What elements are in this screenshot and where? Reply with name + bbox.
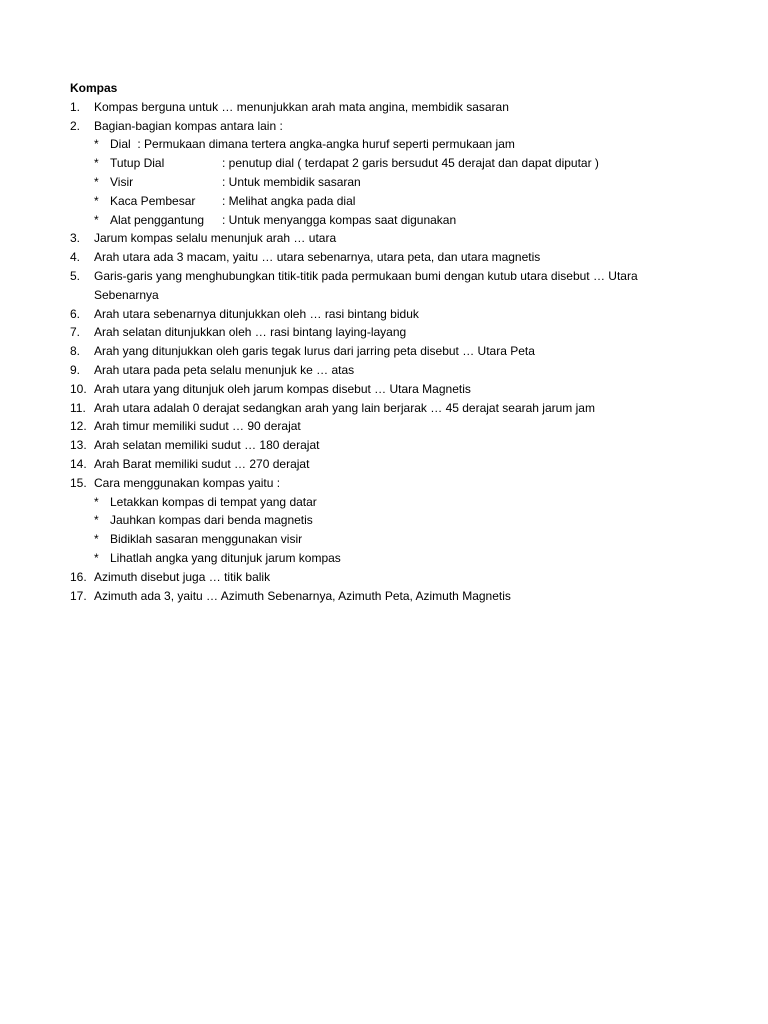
document-title: Kompas [70, 81, 118, 95]
item-text: Garis-garis yang menghubungkan titik-titik pada permukaan bumi dengan kutub utara disebut … Utara Sebenarnya [94, 268, 638, 302]
part-kaca-pembesar [70, 192, 700, 211]
list-item-1 [70, 98, 700, 117]
item-text: Arah utara adalah 0 derajat sedangkan arah yang lain berjarak … 45 derajat searah jarum jam [94, 400, 595, 415]
item-text: Arah yang ditunjukkan oleh garis tegak lurus dari jarring peta disebut … Utara Peta [94, 344, 535, 359]
item-number: 5. [70, 268, 81, 283]
list-item-9 [70, 361, 700, 380]
list-item-16 [70, 568, 700, 587]
part-desc: : Melihat angka pada dial [222, 193, 356, 208]
step-1 [70, 493, 700, 512]
list-item-7 [70, 323, 700, 342]
item-number: 4. [70, 250, 81, 265]
item-number: 12. [70, 419, 87, 434]
bullet-marker: * [94, 193, 99, 208]
part-desc: : Untuk menyangga kompas saat digunakan [222, 212, 457, 227]
part-tutup-dial [70, 154, 700, 173]
bullet-marker: * [94, 174, 99, 189]
item-number: 17. [70, 588, 87, 603]
item-text: Azimuth disebut juga … titik balik [94, 569, 271, 584]
item-text: Arah utara sebenarnya ditunjukkan oleh … rasi bintang biduk [94, 306, 419, 321]
bullet-marker: * [94, 494, 99, 509]
list-item-11 [70, 399, 700, 418]
list-item-6 [70, 305, 700, 324]
item-number: 8. [70, 344, 81, 359]
step-4 [70, 549, 700, 568]
list-item-17 [70, 587, 700, 606]
item-number: 7. [70, 325, 81, 340]
document-body [70, 79, 700, 605]
bullet-marker: * [94, 156, 99, 171]
item-text: Cara menggunakan kompas yaitu : [94, 475, 281, 490]
part-term: Alat penggantung [110, 212, 205, 227]
step-text: Lihatlah angka yang ditunjuk jarum kompas [110, 550, 341, 565]
step-text: Letakkan kompas di tempat yang datar [110, 494, 317, 509]
item-text: Bagian-bagian kompas antara lain : [94, 118, 283, 133]
list-item-12 [70, 417, 700, 436]
list-item-14 [70, 455, 700, 474]
item-number: 13. [70, 438, 87, 453]
part-term: Dial [110, 137, 131, 152]
item-text: Arah timur memiliki sudut … 90 derajat [94, 419, 301, 434]
item-text: Arah Barat memiliki sudut … 270 derajat [94, 456, 310, 471]
list-item-4 [70, 248, 700, 267]
part-desc: : Untuk membidik sasaran [222, 174, 361, 189]
item-number: 11. [70, 400, 86, 415]
part-term: Tutup Dial [110, 156, 165, 171]
part-term: Kaca Pembesar [110, 193, 196, 208]
part-term: Visir [110, 174, 134, 189]
item-text: Arah selatan ditunjukkan oleh … rasi bintang laying-layang [94, 325, 407, 340]
list-item-5 [70, 267, 700, 305]
step-3 [70, 530, 700, 549]
item-number: 3. [70, 231, 81, 246]
item-text: Arah utara yang ditunjuk oleh jarum kompas disebut … Utara Magnetis [94, 381, 471, 396]
list-item-15 [70, 474, 700, 493]
part-visir [70, 173, 700, 192]
item-number: 15. [70, 475, 87, 490]
item-text: Kompas berguna untuk … menunjukkan arah mata angina, membidik sasaran [94, 99, 509, 114]
bullet-marker: * [94, 550, 99, 565]
step-text: Bidiklah sasaran menggunakan visir [110, 532, 303, 547]
part-dial [70, 135, 700, 154]
part-desc: : Permukaan dimana tertera angka-angka huruf seperti permukaan jam [137, 137, 515, 152]
item-number: 6. [70, 306, 81, 321]
item-number: 2. [70, 118, 81, 133]
item-text: Arah utara ada 3 macam, yaitu … utara sebenarnya, utara peta, dan utara magnetis [94, 250, 541, 265]
part-desc: : penutup dial ( terdapat 2 garis bersudut 45 derajat dan dapat diputar ) [222, 156, 599, 171]
bullet-marker: * [94, 137, 99, 152]
bullet-marker: * [94, 212, 99, 227]
item-number: 10. [70, 381, 87, 396]
list-item-8 [70, 342, 700, 361]
part-alat-penggantung [70, 211, 700, 230]
item-number: 14. [70, 456, 87, 471]
step-2 [70, 511, 700, 530]
list-item-10 [70, 380, 700, 399]
item-number: 16. [70, 569, 87, 584]
item-text: Jarum kompas selalu menunjuk arah … utara [94, 231, 337, 246]
bullet-marker: * [94, 532, 99, 547]
item-number: 9. [70, 362, 81, 377]
list-item-3 [70, 229, 700, 248]
list-item-2 [70, 117, 700, 136]
list-item-13 [70, 436, 700, 455]
bullet-marker: * [94, 513, 99, 528]
item-text: Arah utara pada peta selalu menunjuk ke … atas [94, 362, 355, 377]
item-number: 1. [70, 99, 81, 114]
item-text: Azimuth ada 3, yaitu … Azimuth Sebenarnya, Azimuth Peta, Azimuth Magnetis [94, 588, 511, 603]
item-text: Arah selatan memiliki sudut … 180 derajat [94, 438, 320, 453]
step-text: Jauhkan kompas dari benda magnetis [110, 513, 313, 528]
